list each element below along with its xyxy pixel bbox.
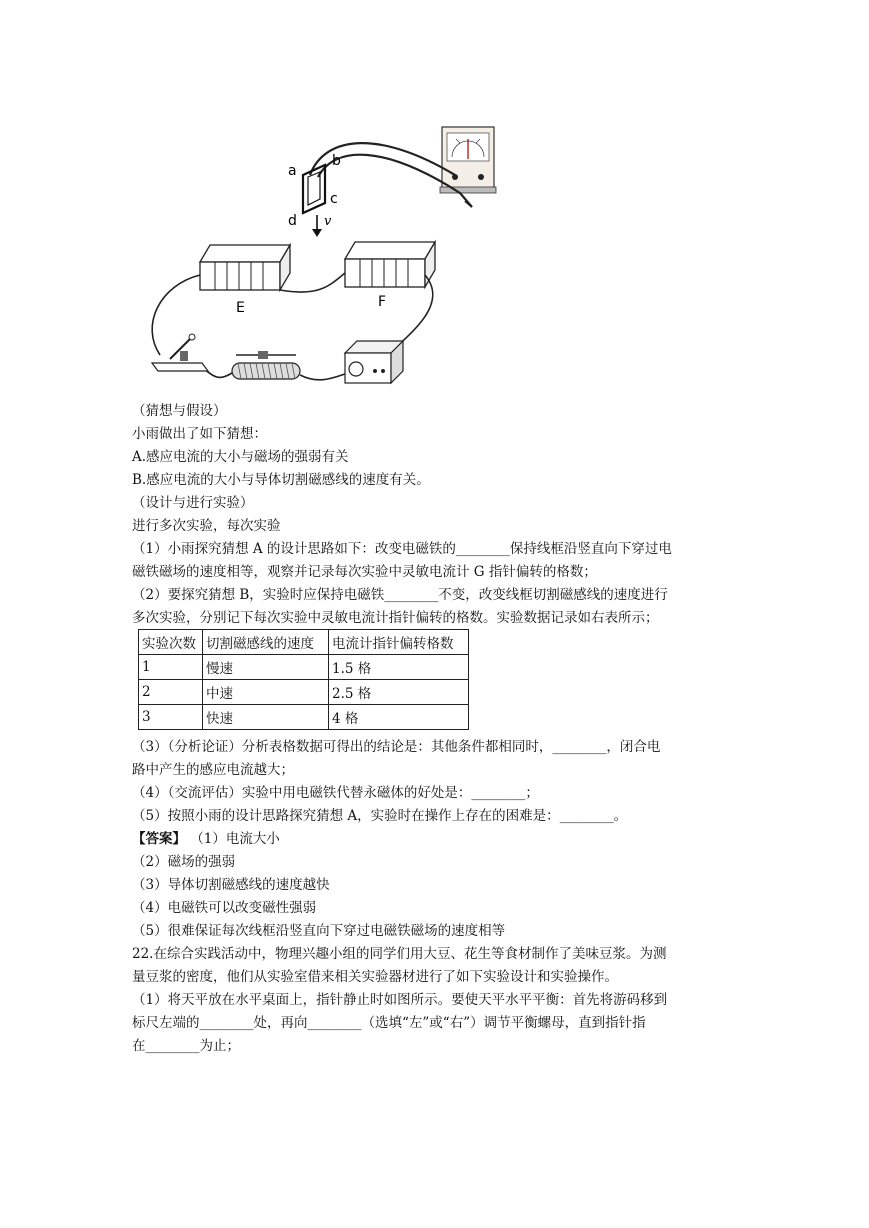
answer-1: （1）电流大小	[190, 831, 280, 847]
problem-22-q1-line-1: （1）将天平放在水平桌面上，指针静止时如图所示。要使天平水平平衡：首先将游码移到	[132, 992, 668, 1008]
label-a: a	[288, 163, 297, 179]
table-header-row	[139, 630, 469, 655]
intro-text: 小雨做出了如下猜想：	[132, 426, 267, 442]
table-cell: 1.5 格	[329, 655, 469, 680]
question-3-line-1: （3）（分析论证）分析表格数据可得出的结论是：其他条件都相同时，________，闭合电	[132, 739, 661, 755]
answer-line-1	[132, 829, 280, 849]
table-cell: 1	[139, 655, 203, 680]
table-cell: 快速	[203, 705, 329, 730]
power-supply-icon	[345, 341, 403, 383]
answer-2: （2）磁场的强弱	[132, 854, 236, 870]
hypothesis-b: B.感应电流的大小与导体切割磁感线的速度有关。	[132, 472, 430, 488]
table-row	[139, 705, 469, 730]
table-cell: 2	[139, 680, 203, 705]
section-hypothesis: （猜想与假设）	[132, 403, 227, 419]
question-1-line-1: （1）小雨探究猜想 A 的设计思路如下：改变电磁铁的________保持线框沿竖直向下穿过电	[132, 541, 672, 557]
table-header-cell: 实验次数	[139, 630, 203, 655]
electromagnet-f	[345, 242, 435, 287]
galvanometer-icon	[440, 127, 496, 193]
data-table	[138, 629, 469, 730]
experiment-figure	[120, 115, 520, 407]
table-row	[139, 680, 469, 705]
label-d: d	[288, 213, 297, 229]
label-e: E	[236, 300, 245, 316]
table-cell: 3	[139, 705, 203, 730]
hypothesis-a: A.感应电流的大小与磁场的强弱有关	[132, 449, 349, 465]
table-cell: 4 格	[329, 705, 469, 730]
section-design: （设计与进行实验）	[132, 495, 254, 511]
electromagnet-e	[200, 245, 290, 290]
question-4: （4）（交流评估）实验中用电磁铁代替永磁体的好处是：________；	[132, 785, 539, 801]
switch-icon	[152, 334, 208, 371]
label-b: b	[332, 153, 341, 169]
rheostat-icon	[232, 351, 300, 379]
question-2-line-1: （2）要探究猜想 B，实验时应保持电磁铁________不变，改变线框切割磁感线的速度进行	[132, 587, 668, 603]
question-5: （5）按照小雨的设计思路探究猜想 A，实验时在操作上存在的困难是：________。	[132, 808, 628, 824]
question-1-line-2: 磁铁磁场的速度相等，观察并记录每次实验中灵敏电流计 G 指针偏转的格数；	[132, 564, 597, 580]
question-2-line-2: 多次实验，分别记下每次实验中灵敏电流计指针偏转的格数。实验数据记录如右表所示；	[132, 610, 659, 626]
label-f: F	[378, 294, 387, 310]
problem-22-line-1: 22.在综合实践活动中，物理兴趣小组的同学们用大豆、花生等食材制作了美味豆浆。为测	[132, 946, 667, 962]
question-3-line-2: 路中产生的感应电流越大；	[132, 762, 294, 778]
table-row	[139, 655, 469, 680]
problem-22-q1-line-2: 标尺左端的________处，再向________（选填“左”或“右”）调节平衡螺母，直到指针指	[132, 1015, 646, 1031]
multi-text: 进行多次实验，每次实验	[132, 518, 281, 534]
table-cell: 2.5 格	[329, 680, 469, 705]
velocity-arrow-icon	[312, 215, 322, 237]
label-v: v	[324, 214, 332, 229]
table-header-cell: 电流计指针偏转格数	[329, 630, 469, 655]
label-c: c	[330, 191, 338, 207]
table-cell: 慢速	[203, 655, 329, 680]
problem-22-line-2: 量豆浆的密度，他们从实验室借来相关实验器材进行了如下实验设计和实验操作。	[132, 969, 618, 985]
table-cell: 中速	[203, 680, 329, 705]
answer-5: （5）很难保证每次线框沿竖直向下穿过电磁铁磁场的速度相等	[132, 923, 506, 939]
answer-3: （3）导体切割磁感线的速度越快	[132, 877, 330, 893]
table-header-cell: 切割磁感线的速度	[203, 630, 329, 655]
problem-22-q1-line-3: 在________为止；	[132, 1038, 240, 1054]
answer-tag: 【答案】	[132, 831, 186, 847]
answer-4: （4）电磁铁可以改变磁性强弱	[132, 900, 317, 916]
